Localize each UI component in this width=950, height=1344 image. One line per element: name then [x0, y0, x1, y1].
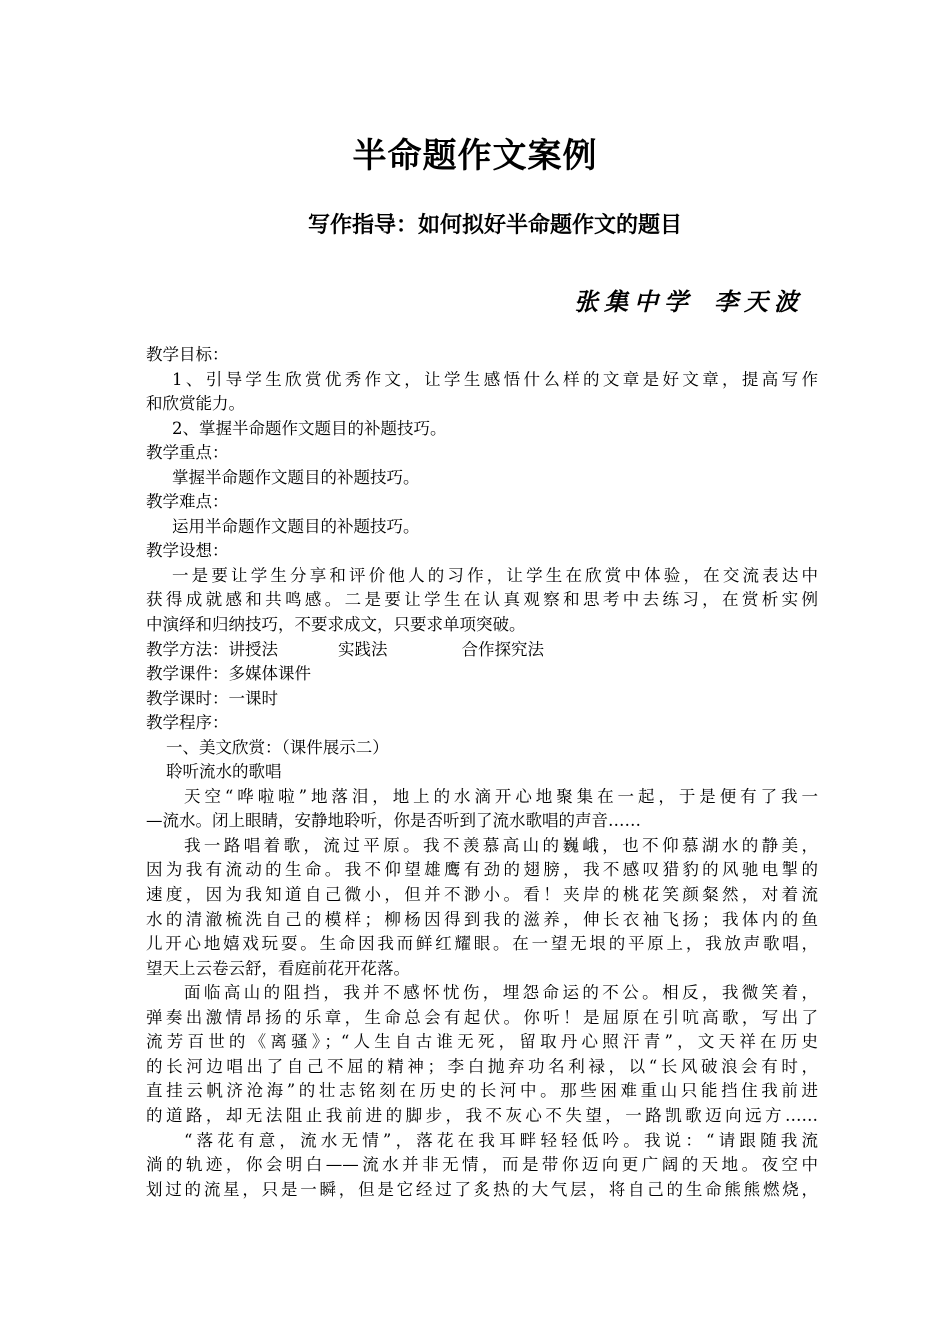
text-line: “落花有意，流水无情”，落花在我耳畔轻轻低吟。我说：“请跟随我流: [184, 1130, 818, 1150]
section-heading-key-points: 教学重点：: [146, 443, 229, 463]
method-cooperative: 合作探究法: [461, 639, 544, 659]
text-line: 儿开心地嬉戏玩耍。生命因我而鲜红耀眼。在一望无垠的平原上，我放声歌唱，: [146, 934, 818, 954]
section-heading-difficulties: 教学难点：: [146, 492, 229, 512]
text-line: 2、掌握半命题作文题目的补题技巧。: [172, 418, 447, 438]
document-body: [146, 343, 818, 1202]
text-line: 掌握半命题作文题目的补题技巧。: [172, 467, 420, 487]
text-line: 运用半命题作文题目的补题技巧。: [172, 516, 420, 536]
text-line: 一是要让学生分享和评价他人的习作，让学生在欣赏中体验，在交流表达中: [172, 565, 818, 585]
text-line: 获得成就感和共鸣感。二是要让学生在认真观察和思考中去练习，在赏析实例: [146, 590, 818, 610]
text-line: 教学课件：多媒体课件: [146, 664, 311, 684]
text-line: 1、引导学生欣赏优秀作文，让学生感悟什么样的文章是好文章，提高写作: [172, 369, 818, 389]
teaching-methods-label: 教学方法：讲授法: [146, 639, 278, 659]
text-line: 弹奏出激情昂扬的乐章，生命总会有起伏。你听！是屈原在引吭高歌，写出了: [146, 1007, 818, 1027]
text-line: 的长河边唱出了自己不屈的精神；李白抛弃功名利禄，以“长风破浪会有时，: [146, 1056, 818, 1076]
author-school: 张集中学: [574, 288, 694, 316]
text-line: 天空“哗啦啦”地落泪，地上的水滴开心地聚集在一起，于是便有了我一: [184, 786, 818, 806]
document-title: 半命题作文案例: [352, 136, 598, 176]
method-practice: 实践法: [338, 639, 388, 659]
text-line: 淌的轨迹，你会明白——流水并非无情，而是带你迈向更广阔的天地。夜空中: [146, 1155, 818, 1175]
teaching-methods-line: [146, 638, 818, 663]
author-name: 李天波: [714, 288, 804, 316]
section-heading-concept: 教学设想：: [146, 541, 229, 561]
text-line: 中演绎和归纳技巧，不要求成文，只要求单项突破。: [146, 615, 526, 635]
text-line: 划过的流星，只是一瞬，但是它经过了炙热的大气层，将自己的生命熊熊燃烧，: [146, 1179, 818, 1199]
text-line: 面临高山的阻挡，我并不感怀忧伤，埋怨命运的不公。相反，我微笑着，: [184, 983, 818, 1003]
text-line: 一、美文欣赏：（课件展示二）: [166, 737, 389, 757]
text-line: 流芳百世的《离骚》；“人生自古谁无死，留取丹心照汗青”，文天祥在历史: [146, 1032, 818, 1052]
author-line: [574, 282, 804, 317]
document-subtitle: 写作指导：如何拟好半命题作文的题目: [307, 213, 682, 238]
text-line: 直挂云帆济沧海”的壮志铭刻在历史的长河中。那些困难重山只能挡住我前进: [146, 1081, 818, 1101]
text-line: 和欣赏能力。: [146, 394, 245, 414]
section-heading-objectives: 教学目标：: [146, 345, 229, 364]
section-heading-procedure: 教学程序：: [146, 713, 229, 733]
text-line: —流水。闭上眼睛，安静地聆听，你是否听到了流水歌唱的声音……: [146, 811, 641, 831]
text-line: 水的清澈梳洗自己的模样；柳杨因得到我的滋养，伸长衣袖飞扬；我体内的鱼: [146, 909, 818, 929]
text-line: 我一路唱着歌，流过平原。我不羡慕高山的巍峨，也不仰慕湖水的静美，: [184, 835, 818, 855]
text-line: 因为我有流动的生命。我不仰望雄鹰有劲的翅膀，我不感叹猎豹的风驰电掣的: [146, 860, 818, 880]
text-line: 望天上云卷云舒，看庭前花开花落。: [146, 958, 410, 978]
text-line: 速度，因为我知道自己微小，但并不渺小。看！夹岸的桃花笑颜粲然，对着流: [146, 885, 818, 905]
text-line: 教学课时：一课时: [146, 688, 278, 708]
essay-title: 聆听流水的歌唱: [166, 762, 282, 782]
text-line: 的道路，却无法阻止我前进的脚步，我不灰心不失望，一路凯歌迈向远方……: [146, 1105, 818, 1125]
